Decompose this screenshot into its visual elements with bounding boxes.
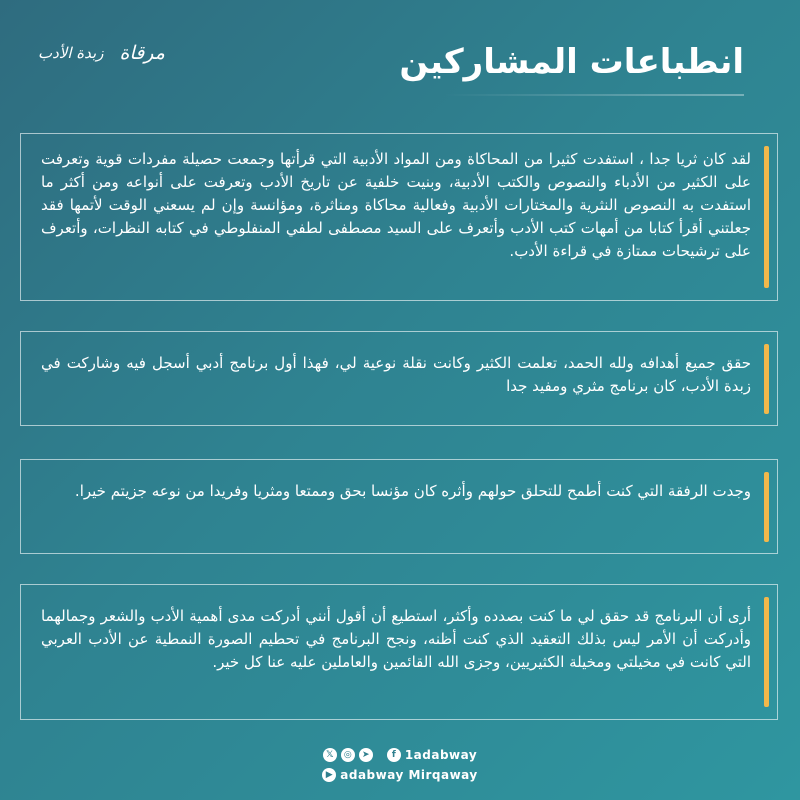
telegram-icon[interactable]: ➤ <box>359 748 373 762</box>
title-underline <box>444 94 744 96</box>
logo-mirqat: مرقاة <box>119 42 165 64</box>
footer <box>0 748 800 788</box>
youtube-icon[interactable]: ▶ <box>322 768 336 782</box>
x-icon[interactable]: 𝕏 <box>323 748 337 762</box>
testimonial-card-3 <box>20 459 778 554</box>
logo-group <box>38 42 165 64</box>
accent-bar <box>764 146 769 288</box>
accent-bar <box>764 597 769 707</box>
accent-bar <box>764 472 769 542</box>
facebook-icon[interactable]: f <box>387 748 401 762</box>
header <box>30 38 770 98</box>
footer-handle-1[interactable]: 1adabway <box>404 748 478 762</box>
footer-row-2 <box>0 768 800 782</box>
page-title: انطباعات المشاركين <box>399 42 744 82</box>
testimonial-text-2: حقق جميع أهدافه ولله الحمد، تعلمت الكثير وكانت نقلة نوعية لي، فهذا أول برنامج أدبي أسجل فيه وشاركت في زبدة الأدب، كان برنامج مثري ومفيد جدا <box>41 354 751 395</box>
accent-bar <box>764 344 769 414</box>
testimonial-text-3: وجدت الرفقة التي كنت أطمح للتحلق حولهم وأثره كان مؤنسا بحق وممتعا ومثريا وفريدا من نوعه جزيتم خيرا. <box>74 482 751 500</box>
footer-row-1 <box>0 748 800 762</box>
testimonial-card-2 <box>20 331 778 426</box>
logo-zubdat-aladab: زبدة الأدب <box>38 44 104 62</box>
instagram-icon[interactable]: ◎ <box>341 748 355 762</box>
footer-handle-2[interactable]: adabway Mirqaway <box>340 768 478 782</box>
testimonial-card-4 <box>20 584 778 720</box>
testimonial-text-1: لقد كان ثريا جدا ، استفدت كثيرا من المحاكاة ومن المواد الأدبية التي قرأتها وجمعت حصيلة مفردات قوية وتعرفت على الكثير من الأدباء والنصوص والكتب الأدبية، وبنيت خلفية عن تاريخ الأدب وتعرفت على أنواعه ومن أكثر ما استفدت به النصوص النثرية والمختارات الأدبية وفعالية محاكاة ومناثرة، ومؤانسة وإن لم يسعني الوقت لأتمها فقد جعلتني أقرأ كتابا من أمهات كتب الأدب وأتعرف على السيد مصطفى لطفي المنفلوطي في كتابه النظرات، وأتعرف على ترشيحات ممتازة في قراءة الأدب. <box>41 150 751 260</box>
testimonial-text-4: أرى أن البرنامج قد حقق لي ما كنت بصدده وأكثر، استطيع أن أقول أنني أدركت مدى أهمية الأدب والشعر وجمالهما وأدركت أن الأمر ليس بذلك التعقيد الذي كنت أظنه، ونجح البرنامج في تحطيم الصورة النمطية عن الأدب العربي التي كانت في مخيلتي ومخيلة الكثيريين، وجزى الله القائمين والعاملين عليه عنا كل خير. <box>41 607 751 671</box>
testimonial-card-1 <box>20 133 778 301</box>
